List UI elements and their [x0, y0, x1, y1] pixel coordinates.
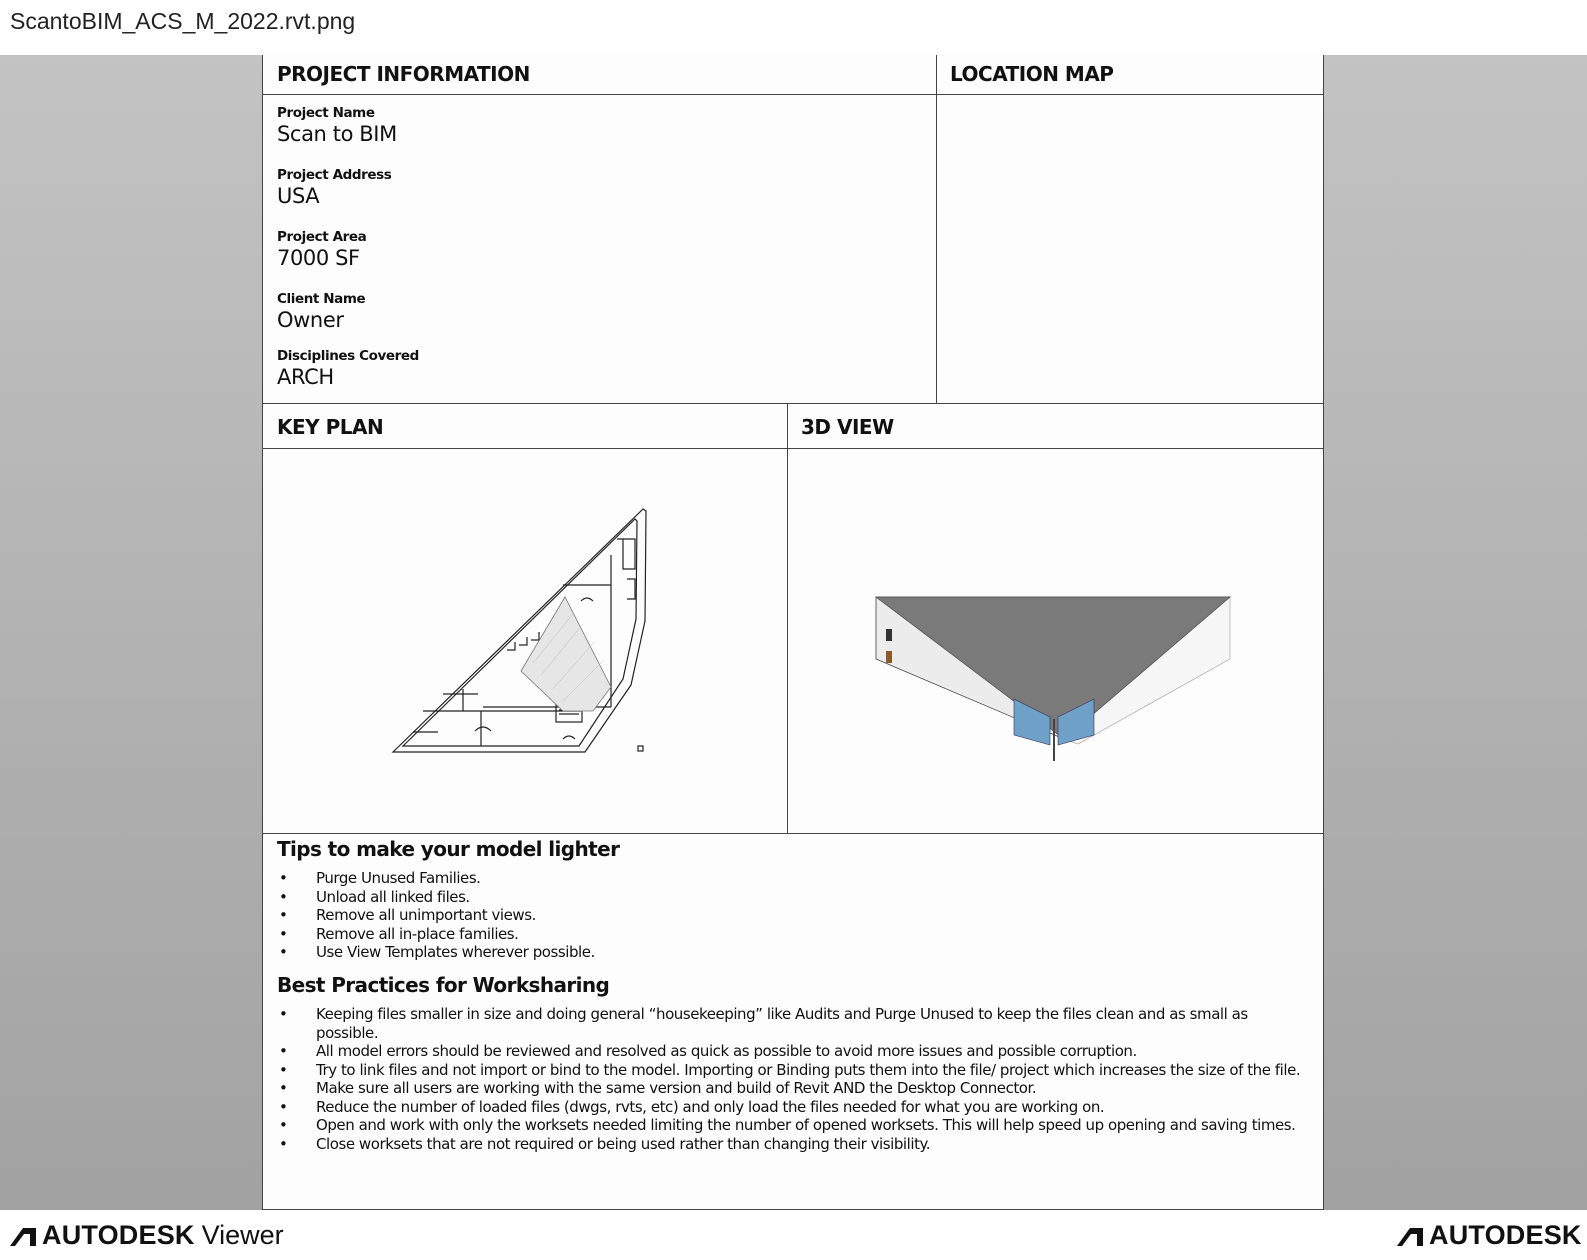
divider	[936, 55, 937, 403]
list-item: • Unload all linked files.	[277, 888, 1313, 907]
project-information-heading: PROJECT INFORMATION	[277, 62, 530, 86]
project-name-value: Scan to BIM	[277, 122, 397, 146]
list-item: • Purge Unused Families.	[277, 869, 1313, 888]
list-item: • Remove all in-place families.	[277, 925, 1313, 944]
project-area-value: 7000 SF	[277, 246, 360, 270]
footer	[0, 1210, 1587, 1260]
divider	[263, 403, 1323, 404]
plan-inner-wall	[403, 519, 637, 746]
list-item: • Close worksets that are not required or being used rather than changing their visibility.	[277, 1135, 1313, 1154]
door	[886, 651, 892, 663]
brand-wordmark: AUTODESK	[42, 1220, 195, 1250]
best-practices-list	[277, 1005, 1313, 1153]
list-item: • Make sure all users are working with the same version and build of Revit AND the Desktop Connector.	[277, 1079, 1313, 1098]
window	[886, 629, 892, 641]
disciplines-label: Disciplines Covered	[277, 348, 419, 364]
viewer-label: Viewer	[201, 1220, 284, 1250]
list-item: • Remove all unimportant views.	[277, 906, 1313, 925]
tips-list	[277, 869, 1313, 962]
file-title: ScantoBIM_ACS_M_2022.rvt.png	[10, 8, 356, 34]
title-bar	[0, 0, 1587, 55]
drawing-sheet[interactable]	[262, 55, 1324, 1210]
3d-view-drawing[interactable]	[788, 449, 1323, 832]
list-item: • Keeping files smaller in size and doing general “housekeeping” like Audits and Purge Unused to keep the files clean and as small as possible.	[277, 1005, 1313, 1042]
key-plan-heading: KEY PLAN	[277, 415, 384, 439]
disciplines-value: ARCH	[277, 365, 334, 389]
location-map-heading: LOCATION MAP	[950, 62, 1114, 86]
autodesk-logo-icon	[10, 1226, 36, 1246]
project-name-label: Project Name	[277, 105, 375, 121]
list-item: • All model errors should be reviewed and resolved as quick as possible to avoid more issues and possible corruption.	[277, 1042, 1313, 1061]
list-item: • Reduce the number of loaded files (dwgs, rvts, etc) and only load the files needed for what you are working on.	[277, 1098, 1313, 1117]
best-practices-title: Best Practices for Worksharing	[277, 973, 610, 997]
key-plan-drawing[interactable]	[263, 449, 786, 832]
divider	[263, 833, 1323, 834]
client-name-label: Client Name	[277, 291, 366, 307]
autodesk-viewer-brand[interactable]	[10, 1220, 284, 1251]
project-address-label: Project Address	[277, 167, 392, 183]
client-name-value: Owner	[277, 308, 344, 332]
project-area-label: Project Area	[277, 229, 367, 245]
divider	[263, 94, 1323, 95]
project-address-value: USA	[277, 184, 320, 208]
list-item: • Use View Templates wherever possible.	[277, 943, 1313, 962]
list-item: • Open and work with only the worksets needed limiting the number of opened worksets. This will help speed up opening and saving times.	[277, 1116, 1313, 1135]
tips-title: Tips to make your model lighter	[277, 837, 620, 861]
3d-view-heading: 3D VIEW	[801, 415, 894, 439]
list-item: • Try to link files and not import or bind to the model. Importing or Binding puts them into the file/ project which increases the size of the file.	[277, 1061, 1313, 1080]
autodesk-brand[interactable]	[1397, 1220, 1582, 1251]
autodesk-logo-icon	[1397, 1226, 1423, 1246]
brand-wordmark: AUTODESK	[1429, 1220, 1582, 1250]
